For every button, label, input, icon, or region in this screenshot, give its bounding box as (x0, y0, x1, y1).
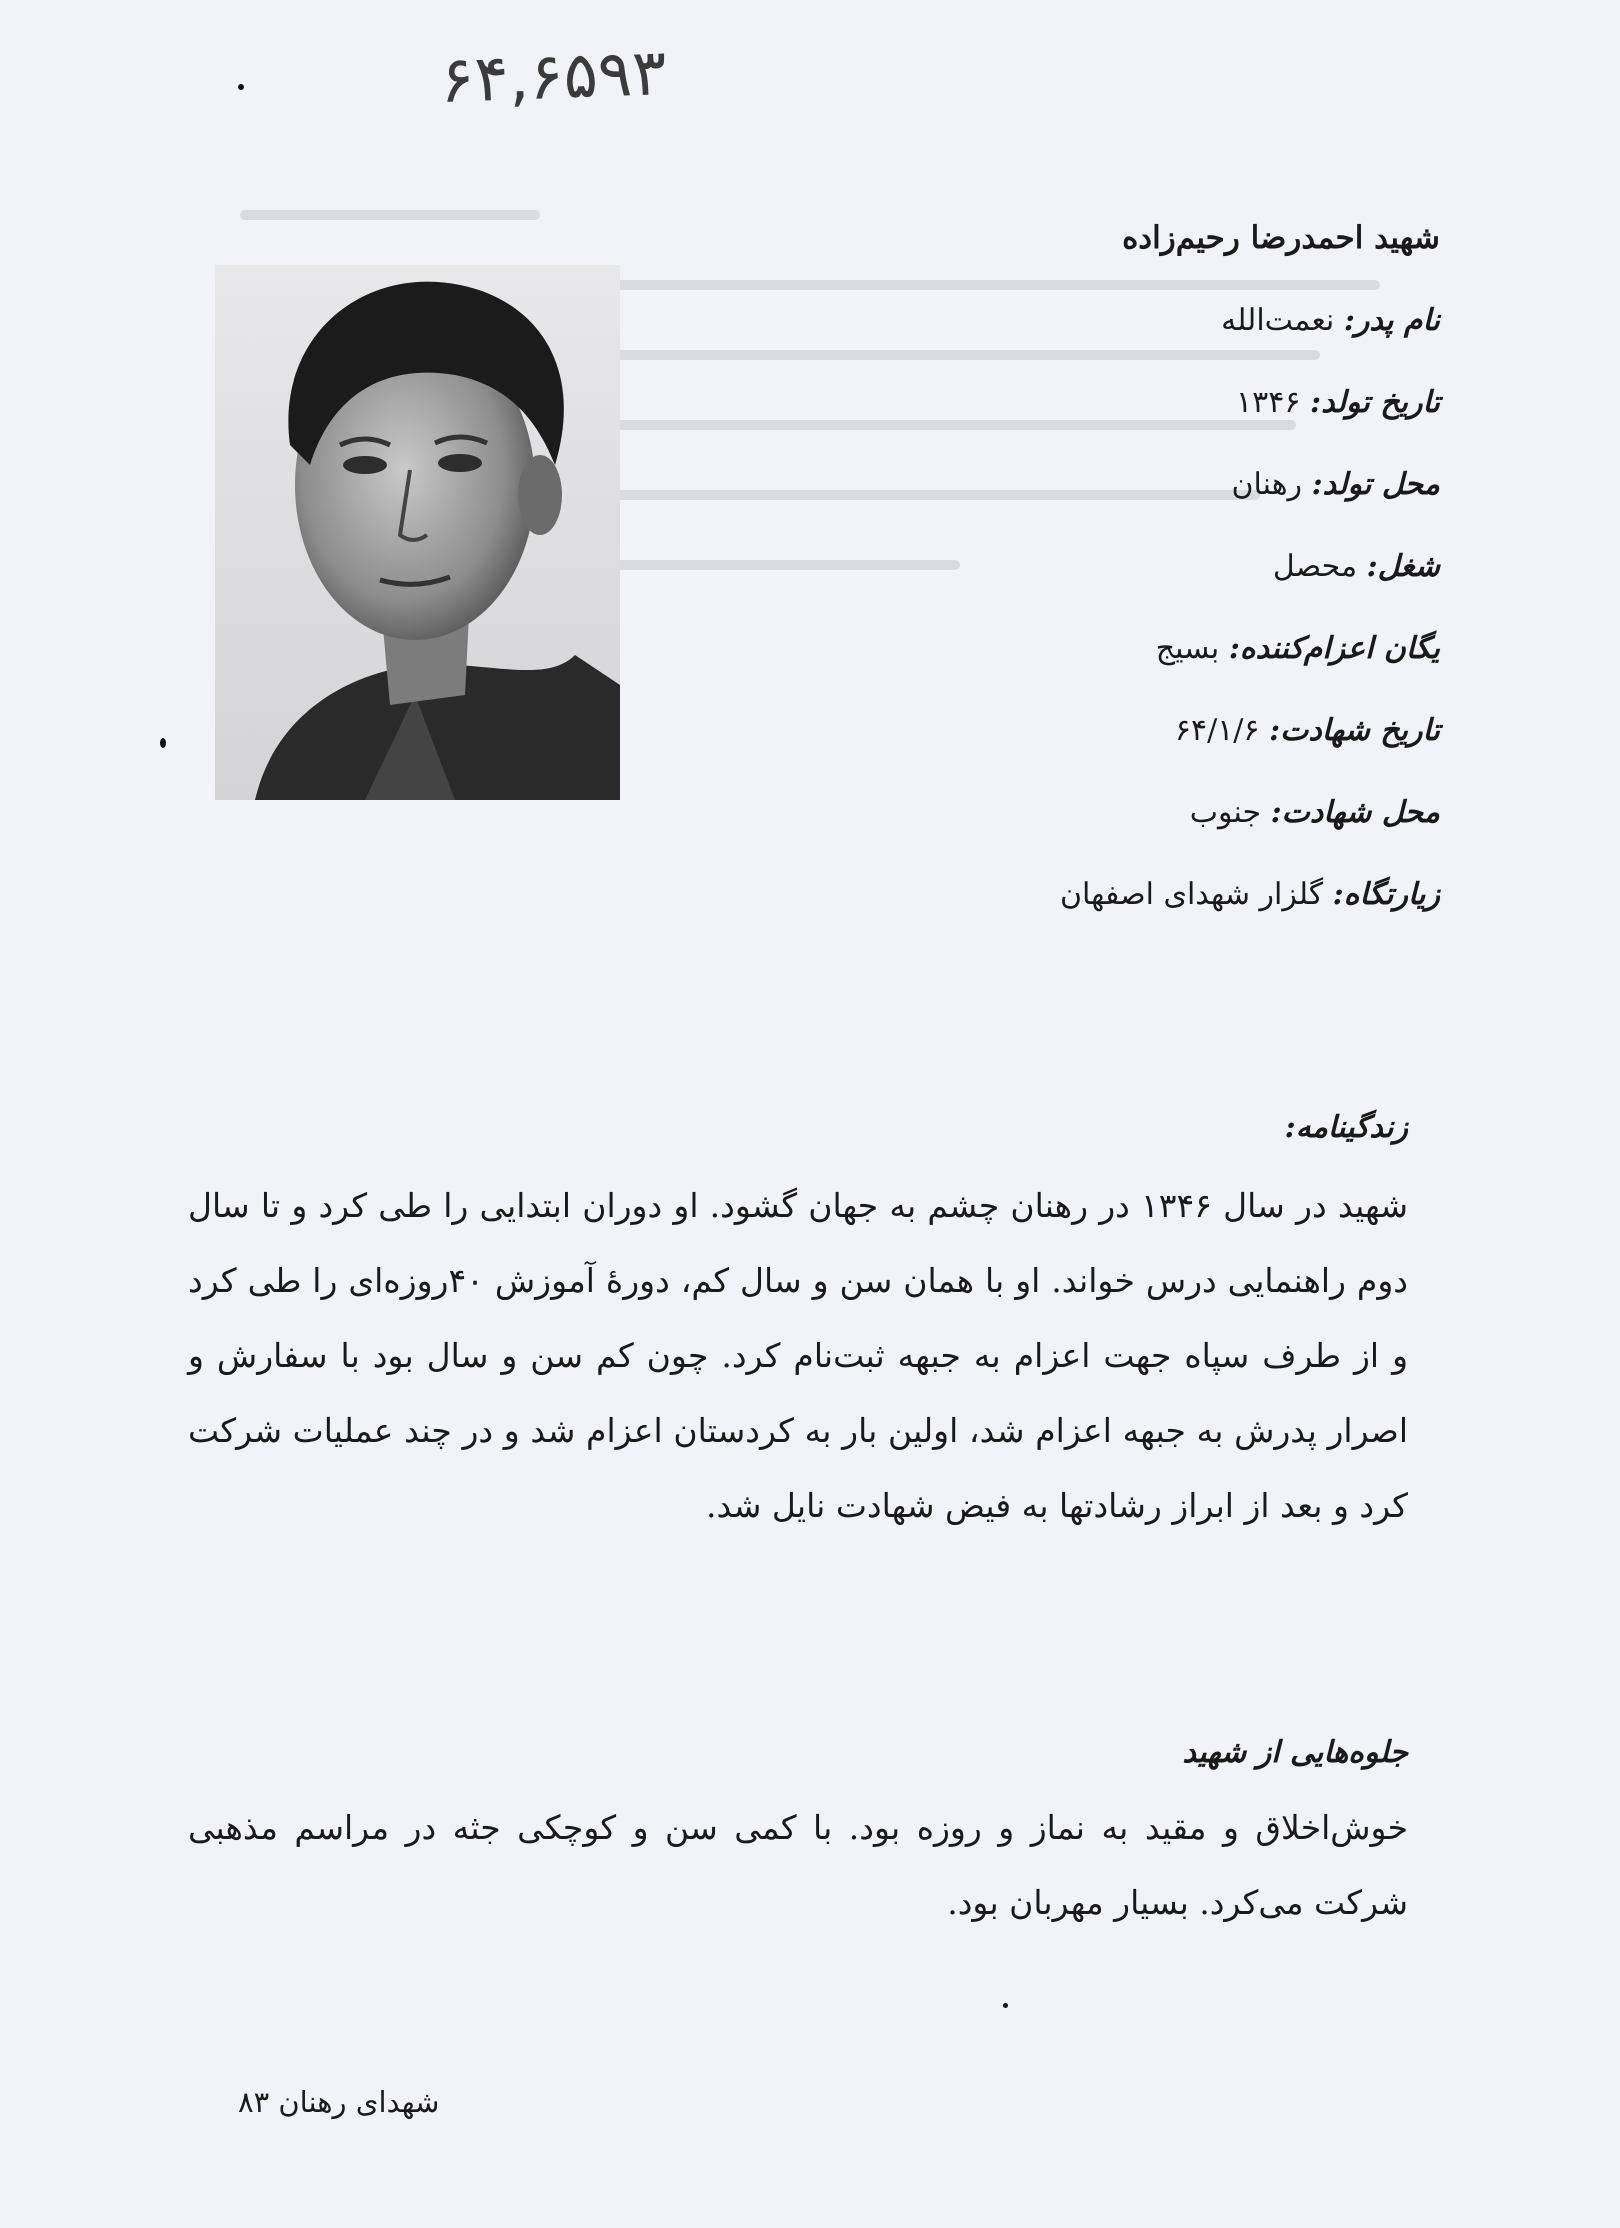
page-number: ۸۳ (238, 2085, 270, 2119)
handwritten-archive-number: ۶۴,۶۵۹۳ (438, 36, 668, 118)
field-value: جنوب (1189, 795, 1262, 830)
glimpses-heading: جلوه‌هایی از شهید (1182, 1735, 1408, 1770)
field-burial-place (620, 854, 1440, 936)
field-label: نام پدر: (1343, 303, 1440, 338)
biography-heading: زندگینامه: (1284, 1110, 1408, 1145)
field-label: محل شهادت: (1270, 795, 1440, 830)
field-label: زیارتگاه: (1332, 877, 1440, 912)
field-label: تاریخ تولد: (1310, 385, 1440, 420)
page-footer (200, 2085, 439, 2119)
field-value: بسیج (1155, 631, 1220, 666)
field-value: نعمت‌الله (1221, 303, 1335, 338)
field-birth-date (620, 362, 1440, 444)
field-martyrdom-place (620, 772, 1440, 854)
field-occupation (620, 526, 1440, 608)
field-value: محصل (1272, 549, 1358, 584)
field-value: ۶۴/۱/۶ (1174, 713, 1260, 748)
glimpses-text: خوش‌اخلاق و مقید به نماز و روزه بود. با کمی سن و کوچکی جثه در مراسم مذهبی شرکت می‌کرد. بسیار مهربان بود. (188, 1808, 1408, 1922)
field-label: تاریخ شهادت: (1269, 713, 1440, 748)
scan-speck (238, 84, 244, 90)
field-value: رهنان (1231, 467, 1303, 502)
field-birth-place (620, 444, 1440, 526)
field-label: شغل: (1366, 549, 1440, 584)
portrait-photo (215, 265, 620, 800)
field-label: یگان اعزام‌کننده: (1228, 631, 1440, 666)
martyr-name-title: شهید احمدرضا رحیم‌زاده (1122, 220, 1440, 256)
field-martyrdom-date (620, 690, 1440, 772)
field-label: محل تولد: (1311, 467, 1440, 502)
martyr-profile (620, 220, 1440, 936)
field-value: ۱۳۴۶ (1236, 385, 1301, 420)
field-value: گلزار شهدای اصفهان (1059, 877, 1324, 912)
book-title: شهدای رهنان (278, 2085, 440, 2119)
scan-speck (1003, 2003, 1008, 2008)
scan-speck (160, 738, 166, 748)
field-deploying-unit (620, 608, 1440, 690)
field-father-name (620, 280, 1440, 362)
biography-text: شهید در سال ۱۳۴۶ در رهنان چشم به جهان گشود. او دوران ابتدایی را طی کرد و تا سال دوم راهنمایی درس خواند. او با همان سن و سال کم، دورهٔ آموزش ۴۰روزه‌ای را طی کرد و از طرف سپاه جهت اعزام به جبهه ثبت‌نام کرد. چون کم سن و سال بود با سفارش و اصرار پدرش به جبهه اعزام شد، اولین بار به کردستان اعزام شد و در چند عملیات شرکت کرد و بعد از ابراز رشادتها به فیض شهادت نایل شد. (188, 1186, 1408, 1525)
